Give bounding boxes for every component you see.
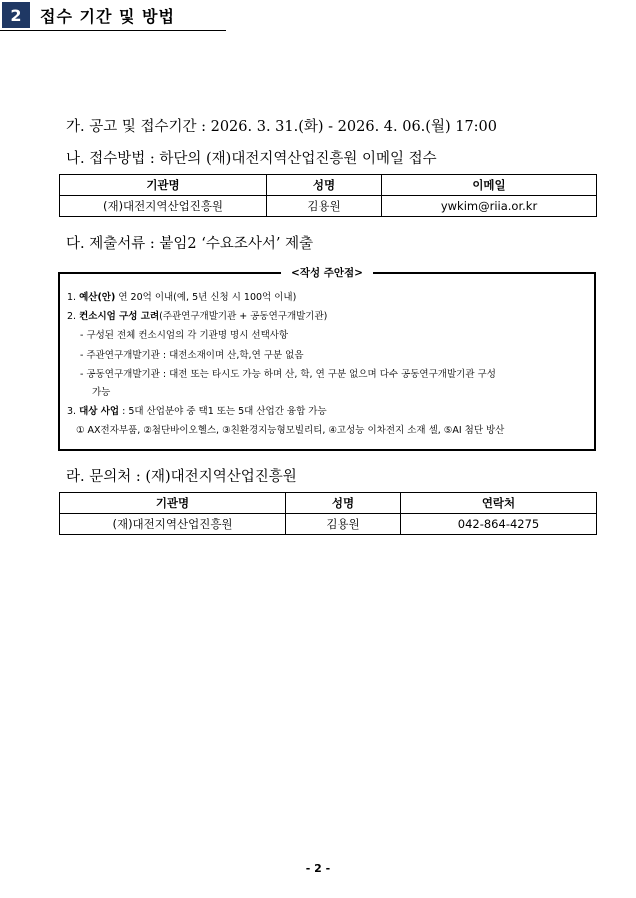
section-header: [0, 0, 226, 31]
section-title: 접수 기간 및 방법: [40, 7, 175, 26]
item-na-value: : 하단의 (재)대전지역산업진흥원 이메일 접수: [145, 151, 437, 167]
item-ra-label: 라. 문의처: [66, 469, 132, 485]
notice-line-7: ① AX전자부품, ②첨단바이오헬스, ③친환경지능형모빌리티, ④고성능 이차전지 소재 셀, ⑤AI 첨단 방산: [76, 425, 505, 436]
table-cell: 김용원: [286, 514, 401, 535]
table-cell: 김용원: [267, 196, 382, 217]
table-row: [60, 514, 597, 535]
notice-line-number: 1.: [67, 292, 80, 303]
notice-title: <작성 주안점>: [281, 265, 373, 280]
notice-box: [58, 267, 596, 451]
notice-line-4: - 주관연구개발기관 : 대전소재이며 산,학,연 구분 없음: [80, 350, 304, 361]
table-header-row: [60, 175, 597, 196]
item-na: [66, 147, 437, 168]
item-ga: [66, 115, 497, 136]
email-link[interactable]: ywkim@riia.or.kr: [382, 196, 597, 217]
table-cell: (재)대전지역산업진흥원: [60, 514, 286, 535]
table-header-cell: 이메일: [382, 175, 597, 196]
item-ra-value: : (재)대전지역산업진흥원: [131, 469, 297, 485]
notice-line-2: [67, 310, 327, 324]
item-ga-label: 가. 공고 및 접수기간: [66, 119, 197, 135]
table-cell: 042-864-4275: [401, 514, 597, 535]
item-da: [66, 232, 313, 253]
contact-table: [59, 492, 597, 535]
submission-table: [59, 174, 597, 217]
notice-line-text: (주관연구개발기관 + 공동연구개발기관): [159, 311, 328, 322]
item-da-label: 다. 제출서류: [66, 236, 146, 252]
notice-line-number: 3.: [67, 406, 80, 417]
notice-line-6: [67, 405, 327, 419]
item-ra: [66, 465, 297, 486]
item-da-value: : 붙임2 ‘수요조사서’ 제출: [145, 236, 314, 252]
page-number: - 2 -: [305, 862, 331, 875]
notice-line-text: 연 20억 이내(예, 5년 신청 시 100억 이내): [115, 292, 297, 303]
notice-line-bold: 예산(안): [79, 292, 116, 303]
table-header-cell: 기관명: [60, 493, 286, 514]
notice-line-3: - 구성된 전체 컨소시엄의 각 기관명 명시 선택사항: [80, 330, 289, 341]
notice-line-number: 2.: [67, 311, 80, 322]
table-header-cell: 성명: [286, 493, 401, 514]
table-row: [60, 196, 597, 217]
notice-line-5b: 가능: [92, 387, 111, 398]
notice-line-text: : 5대 산업분야 중 택1 또는 5대 산업간 융합 가능: [119, 406, 327, 417]
notice-line-5: - 공동연구개발기관 : 대전 또는 타시도 가능 하며 산, 학, 연 구분 없으며 다수 공동연구개발기관 구성: [80, 369, 496, 380]
table-header-cell: 연락처: [401, 493, 597, 514]
notice-line-bold: 컨소시엄 구성 고려: [79, 311, 160, 322]
table-header-row: [60, 493, 597, 514]
notice-line-bold: 대상 사업: [79, 406, 120, 417]
item-ga-value: : 2026. 3. 31.(화) - 2026. 4. 06.(월) 17:00: [196, 119, 498, 135]
section-number-badge: 2: [2, 2, 30, 28]
item-na-label: 나. 접수방법: [66, 151, 146, 167]
table-header-cell: 기관명: [60, 175, 267, 196]
table-cell: (재)대전지역산업진흥원: [60, 196, 267, 217]
notice-line-1: [67, 291, 296, 305]
table-header-cell: 성명: [267, 175, 382, 196]
